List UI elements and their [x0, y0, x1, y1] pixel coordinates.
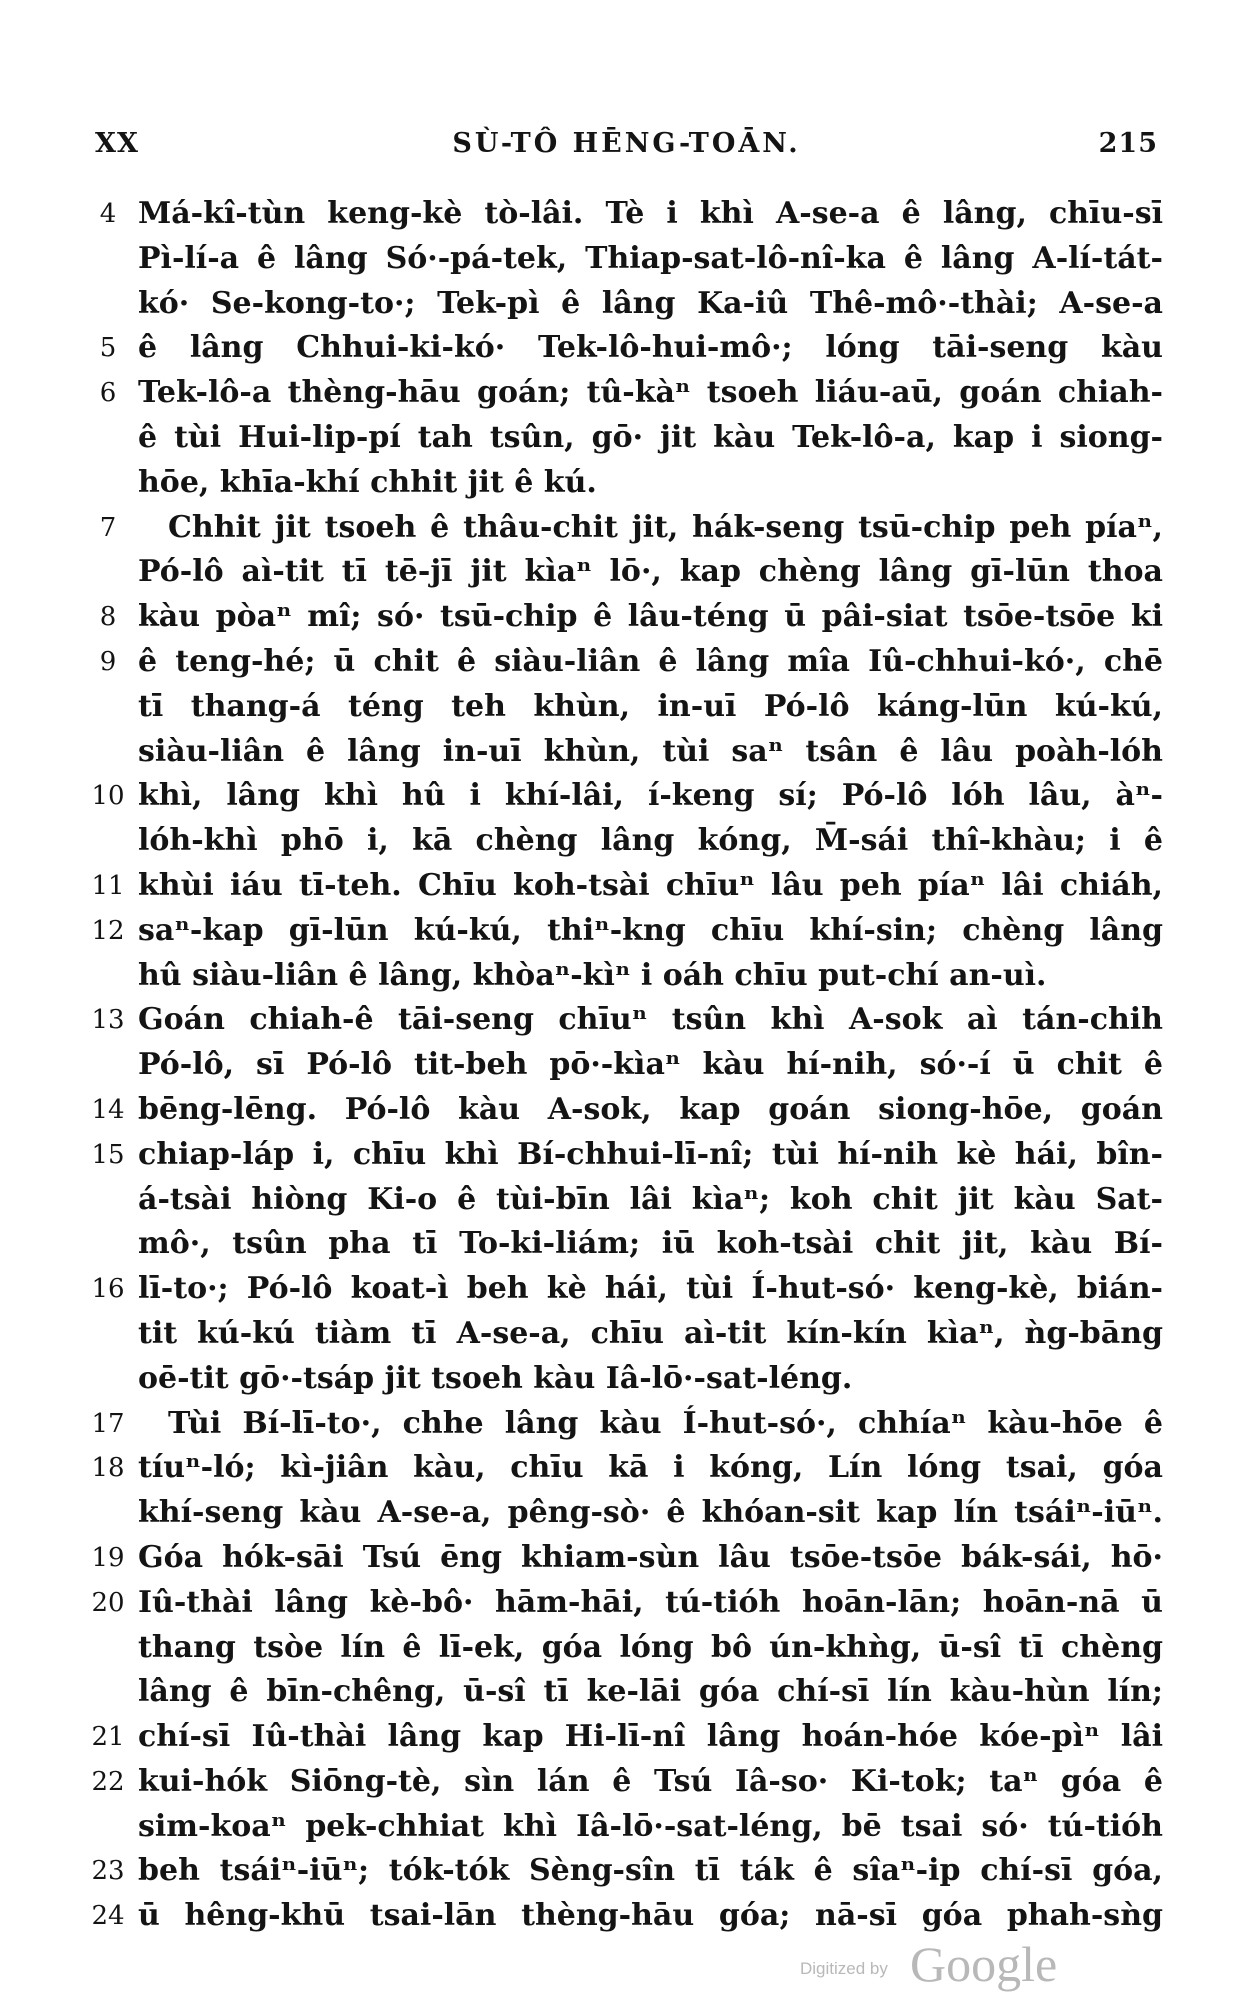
verse-number: 9	[99, 646, 117, 677]
verse-number: 10	[91, 781, 125, 812]
verse-number: 12	[91, 915, 125, 946]
text-line	[88, 1133, 1163, 1178]
line-text: kui-hók Siōng-tè, sìn lán ê Tsú Iâ-so· Ki-tok; taⁿ góa ê	[138, 1763, 1163, 1799]
line-text: beh tsáiⁿ-iūⁿ; tók-tók Sèng-sîn tī ták ê sîaⁿ-ip chí-sī góa,	[138, 1853, 1163, 1889]
text-line	[88, 1312, 1163, 1357]
text-line	[88, 1849, 1163, 1894]
text-line	[88, 416, 1163, 461]
text-line	[88, 685, 1163, 730]
text-line	[88, 1043, 1163, 1088]
line-text: thang tsòe lín ê lī-ek, góa lóng bô ún-khǹg, ū-sî tī chèng	[138, 1629, 1163, 1665]
line-text: bēng-lēng. Pó-lô kàu A-sok, kap goán siong-hōe, goán	[138, 1091, 1163, 1127]
running-title: SÙ-TÔ HĒNG-TOĀN.	[452, 128, 801, 159]
text-line	[88, 326, 1163, 371]
line-text: tit kú-kú tiàm tī A-se-a, chīu aì-tit kín-kín kìaⁿ, ǹg-bāng	[138, 1315, 1163, 1351]
text-line	[88, 595, 1163, 640]
line-text: khí-seng kàu A-se-a, pêng-sò· ê khóan-sit kap lín tsáiⁿ-iūⁿ.	[138, 1495, 1163, 1531]
running-header	[95, 128, 1158, 168]
line-text: á-tsài hiòng Ki-o ê tùi-bīn lâi kìaⁿ; koh chit jit kàu Sat-	[138, 1181, 1163, 1217]
line-text: Tek-lô-a thèng-hāu goán; tû-kàⁿ tsoeh liáu-aū, goán chiah-	[138, 375, 1163, 411]
text-line	[88, 730, 1163, 775]
verse-number: 22	[91, 1766, 125, 1797]
line-text: kó· Se-kong-to·; Tek-pì ê lâng Ka-iû Thê-mô·-thài; A-se-a	[138, 285, 1163, 321]
line-text: Pó-lô, sī Pó-lô tit-beh pō·-kìaⁿ kàu hí-nih, só·-í ū chit ê	[138, 1047, 1163, 1083]
text-line	[88, 1357, 1163, 1402]
line-text: khùi iáu tī-teh. Chīu koh-tsài chīuⁿ lâu peh píaⁿ lâi chiáh,	[138, 867, 1163, 903]
text-line	[88, 1760, 1163, 1805]
line-text: ê tùi Hui-lip-pí tah tsûn, gō· jit kàu Tek-lô-a, kap i siong-	[138, 419, 1163, 455]
line-text: chiap-láp i, chīu khì Bí-chhui-lī-nî; tùi hí-nih kè hái, bîn-	[138, 1136, 1163, 1172]
text-line	[88, 1402, 1163, 1447]
line-text: hōe, khīa-khí chhit jit ê kú.	[138, 464, 597, 500]
text-line	[88, 1267, 1163, 1312]
text-line	[88, 1088, 1163, 1133]
line-text: Goán chiah-ê tāi-seng chīuⁿ tsûn khì A-sok aì tán-chih	[138, 1002, 1163, 1038]
text-line	[88, 909, 1163, 954]
text-line	[88, 819, 1163, 864]
text-line	[88, 1581, 1163, 1626]
line-text: Tùi Bí-lī-to·, chhe lâng kàu Í-hut-só·, chhíaⁿ kàu-hōe ê	[168, 1405, 1163, 1441]
line-text: ê lâng Chhui-ki-kó· Tek-lô-hui-mô·; lóng tāi-seng kàu	[138, 330, 1163, 366]
text-line	[88, 192, 1163, 237]
page-number: 215	[1098, 128, 1158, 159]
text-line	[88, 1491, 1163, 1536]
line-text: siàu-liân ê lâng in-uī khùn, tùi saⁿ tsân ê lâu poàh-lóh	[138, 733, 1163, 769]
verse-number: 14	[91, 1094, 125, 1125]
line-text: chí-sī Iû-thài lâng kap Hi-lī-nî lâng hoán-hóe kóe-pìⁿ lâi	[138, 1719, 1163, 1755]
text-line	[88, 954, 1163, 999]
line-text: ū hêng-khū tsai-lān thèng-hāu góa; nā-sī góa phah-sǹg	[138, 1898, 1163, 1934]
line-text: lóh-khì phō i, kā chèng lâng kóng, M̄-sái thî-khàu; i ê	[138, 823, 1163, 859]
line-text: Pì-lí-a ê lâng Só·-pá-tek, Thiap-sat-lô-nî-ka ê lâng A-lí-tát-	[138, 240, 1163, 276]
verse-number: 4	[99, 199, 117, 229]
verse-number: 13	[91, 1005, 125, 1036]
line-text: lī-to·; Pó-lô koat-ì beh kè hái, tùi Í-hut-só· keng-kè, bián-	[138, 1271, 1163, 1307]
line-text: tī thang-á téng teh khùn, in-uī Pó-lô káng-lūn kú-kú,	[138, 688, 1163, 724]
text-line	[88, 1178, 1163, 1223]
verse-text-body	[88, 192, 1163, 1939]
text-line	[88, 1805, 1163, 1850]
text-line	[88, 1626, 1163, 1671]
verse-number: 8	[99, 602, 117, 633]
text-line	[88, 774, 1163, 819]
text-line	[88, 1536, 1163, 1581]
verse-number: 5	[99, 333, 117, 364]
verse-number: 17	[91, 1408, 125, 1439]
line-text: khì, lâng khì hû i khí-lâi, í-keng sí; Pó-lô lóh lâu, àⁿ-	[138, 778, 1163, 814]
text-line	[88, 1894, 1163, 1939]
verse-number: 21	[91, 1722, 125, 1753]
verse-number: 15	[91, 1139, 125, 1170]
line-text: lâng ê bīn-chêng, ū-sî tī ke-lāi góa chí-sī lín kàu-hùn lín;	[138, 1674, 1163, 1710]
google-watermark-logo: Google	[910, 1936, 1058, 1992]
text-line	[88, 1446, 1163, 1491]
verse-number: 7	[99, 512, 117, 543]
text-line	[88, 461, 1163, 506]
line-text: mô·, tsûn pha tī To-ki-liám; iū koh-tsài chit jit, kàu Bí-	[138, 1226, 1163, 1262]
text-line	[88, 550, 1163, 595]
text-line	[88, 237, 1163, 282]
line-text: Pó-lô aì-tit tī tē-jī jit kìaⁿ lō·, kap chèng lâng gī-lūn thoa	[138, 554, 1163, 590]
verse-number: 16	[91, 1274, 125, 1305]
line-text: hû siàu-liân ê lâng, khòaⁿ-kìⁿ i oáh chīu put-chí an-uì.	[138, 957, 1047, 993]
text-line	[88, 1222, 1163, 1267]
text-line	[88, 371, 1163, 416]
verse-number: 18	[91, 1453, 125, 1484]
line-text: Iû-thài lâng kè-bô· hām-hāi, tú-tióh hoān-lān; hoān-nā ū	[138, 1584, 1163, 1620]
line-text: Má-kî-tùn keng-kè tò-lâi. Tè i khì A-se-a ê lâng, chīu-sī	[138, 196, 1163, 231]
line-text: oē-tit gō·-tsáp jit tsoeh kàu Iâ-lō·-sat-léng.	[138, 1360, 853, 1396]
text-line	[88, 1670, 1163, 1715]
text-line	[88, 282, 1163, 327]
line-text: sim-koaⁿ pek-chhiat khì Iâ-lō·-sat-léng, bē tsai só· tú-tióh	[138, 1808, 1163, 1844]
line-text: ê teng-hé; ū chit ê siàu-liân ê lâng mîa Iû-chhui-kó·, chē	[138, 643, 1163, 679]
digitized-by-label: Digitized by	[800, 1959, 888, 1978]
text-line	[88, 864, 1163, 909]
line-text: kàu pòaⁿ mî; só· tsū-chip ê lâu-téng ū pâi-siat tsōe-tsōe ki	[138, 599, 1163, 635]
text-line	[88, 640, 1163, 685]
verse-number: 23	[91, 1856, 125, 1887]
line-text: saⁿ-kap gī-lūn kú-kú, thiⁿ-kng chīu khí-sin; chèng lâng	[138, 912, 1163, 948]
verse-number: 11	[91, 870, 125, 901]
verse-number: 20	[91, 1587, 125, 1618]
digitization-watermark	[800, 1935, 1160, 1995]
verse-number: 24	[91, 1901, 125, 1932]
text-line	[88, 1715, 1163, 1760]
line-text: Chhit jit tsoeh ê thâu-chit jit, hák-seng tsū-chip peh píaⁿ,	[168, 509, 1163, 545]
verse-number: 19	[91, 1542, 125, 1573]
page-section-number: XX	[95, 128, 139, 159]
line-text: tíuⁿ-ló; kì-jiân kàu, chīu kā i kóng, Lín lóng tsai, góa	[138, 1450, 1163, 1486]
text-line	[88, 506, 1163, 551]
text-line	[88, 998, 1163, 1043]
verse-number: 6	[99, 378, 117, 409]
line-text: Góa hók-sāi Tsú ēng khiam-sùn lâu tsōe-tsōe bák-sái, hō·	[138, 1539, 1163, 1575]
